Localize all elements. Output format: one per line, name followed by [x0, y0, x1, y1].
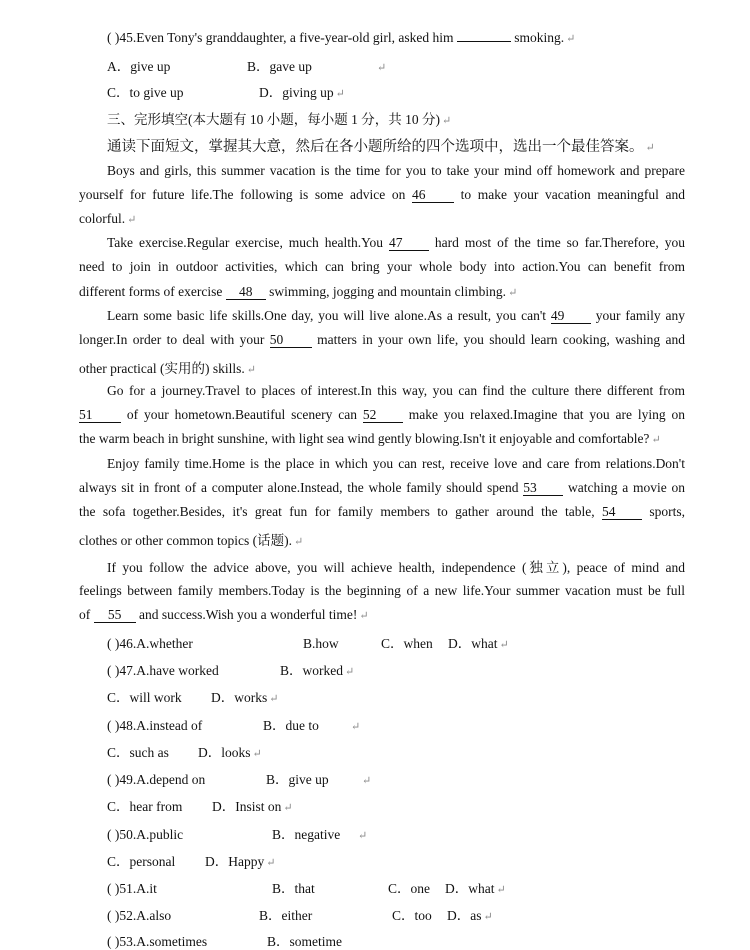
text: watching a movie on	[568, 480, 686, 495]
return-mark-icon: ↵	[252, 748, 262, 760]
text: to make your vacation meaningful and	[460, 187, 686, 202]
blank-52: 52	[363, 408, 403, 423]
text: of your hometown.Beautiful scenery can	[126, 407, 357, 422]
return-mark-icon: ↵	[377, 62, 387, 74]
text: hard most of the time so far.Therefore, you	[434, 235, 685, 250]
q46-option-c: C．when	[381, 636, 433, 651]
q48-option-d: D．looks	[198, 745, 251, 760]
q52-option-b: B．either	[259, 908, 313, 923]
q45-option-d: D．giving up	[259, 85, 334, 100]
question-51	[107, 877, 506, 897]
text: colorful.	[79, 211, 126, 226]
question-48-row2	[107, 741, 262, 761]
return-mark-icon: ↵	[499, 639, 509, 651]
question-45	[107, 30, 575, 46]
question-50-row1	[107, 823, 367, 843]
passage-p1-line1	[107, 163, 685, 179]
question-52	[107, 904, 493, 924]
blank-46: 46	[412, 188, 454, 203]
text: other practical (实用的) skills.	[79, 361, 245, 376]
q52-option-c: C．too	[392, 908, 432, 923]
q45-stem: ( )45.Even Tony's granddaughter, a five-year-old girl, asked him	[107, 30, 457, 45]
question-49-row2	[107, 795, 293, 815]
passage-p3-line2	[79, 332, 685, 348]
text: always sit in front of a computer alone.Instead, the whole family should spend	[79, 480, 519, 495]
q52-option-d: D．as	[447, 908, 482, 923]
return-mark-icon: ↵	[483, 911, 493, 923]
text: different forms of exercise	[79, 284, 223, 299]
text: yourself for future life.The following is some advice on	[79, 187, 406, 202]
passage-p2-line3	[79, 284, 685, 300]
passage-p2-line2	[79, 259, 685, 275]
passage-p1-line3	[79, 211, 685, 227]
text: longer.In order to deal with your	[79, 332, 265, 347]
section-heading	[107, 108, 451, 128]
question-46	[107, 632, 509, 652]
passage-p2-line1	[107, 235, 685, 251]
passage-p3-line3	[79, 357, 685, 377]
return-mark-icon: ↵	[266, 857, 276, 869]
blank-50: 50	[270, 333, 312, 348]
return-mark-icon: ↵	[293, 536, 304, 548]
passage-p3-line1	[107, 308, 685, 324]
return-mark-icon: ↵	[269, 693, 279, 705]
q50-option-b: B．negative	[272, 827, 341, 842]
text: Go for a journey.Travel to places of interest.In this way, you can find the culture there different from	[107, 383, 685, 398]
q45-options-row2	[107, 81, 345, 101]
text: Boys and girls, this summer vacation is the time for you to take your mind off homework and prepare	[107, 163, 685, 178]
q46-option-b: B.how	[303, 636, 339, 651]
return-mark-icon: ↵	[508, 287, 518, 299]
text: Take exercise.Regular exercise, much health.You	[107, 235, 384, 250]
question-47-row2	[107, 686, 278, 706]
return-mark-icon: ↵	[351, 721, 361, 733]
blank-51: 51	[79, 408, 121, 423]
q49-option-b: B．give up	[266, 772, 329, 787]
return-mark-icon: ↵	[496, 884, 506, 896]
blank-47: 47	[389, 236, 429, 251]
text: clothes or other common topics (话题).	[79, 533, 292, 548]
return-mark-icon: ↵	[358, 830, 368, 842]
blank-48: 48	[226, 285, 266, 300]
blank-54: 54	[602, 505, 642, 520]
text: matters in your own life, you should learn cooking, washing and	[317, 332, 686, 347]
text: your family any	[595, 308, 686, 323]
passage-p6-line1	[107, 556, 685, 576]
blank-49: 49	[551, 309, 591, 324]
text: make you relaxed.Imagine that you are lying on	[408, 407, 686, 422]
passage-p5-line4	[79, 529, 685, 549]
passage-p5-line2	[79, 480, 685, 496]
text: need to join in outdoor activities, which can bring your whole body into action.You can benefit from	[79, 259, 685, 274]
text: and success.Wish you a wonderful time!	[139, 607, 358, 622]
section-instruction	[107, 135, 655, 156]
return-mark-icon: ↵	[359, 610, 369, 622]
q50-option-c: C．personal	[107, 854, 176, 869]
q46-option-d: D．what	[448, 636, 498, 651]
q51-option-d: D．what	[445, 881, 495, 896]
question-49-row1	[107, 768, 371, 788]
q51-option-a: ( )51.A.it	[107, 881, 157, 896]
text: of	[79, 607, 91, 622]
return-mark-icon: ↵	[645, 142, 655, 154]
q45-option-c: C．to give up	[107, 85, 184, 100]
return-mark-icon: ↵	[283, 802, 293, 814]
passage-p4-line2	[79, 407, 685, 423]
q50-option-d: D．Happy	[205, 854, 265, 869]
return-mark-icon: ↵	[362, 775, 372, 787]
return-mark-icon: ↵	[345, 666, 355, 678]
section-instruction-text: 通读下面短文，掌握其大意，然后在各小题所给的四个选项中，选出一个最佳答案。	[107, 139, 644, 155]
q53-option-a: ( )53.A.sometimes	[107, 934, 208, 949]
q45-blank	[457, 41, 511, 42]
return-mark-icon: ↵	[335, 88, 345, 100]
section-heading-text: 三、完形填空(本大题有 10 小题，每小题 1 分，共 10 分)	[107, 112, 440, 127]
q53-option-b: B．sometime	[267, 934, 342, 949]
q45-stem-end: smoking.	[510, 30, 565, 45]
q45-options-row1	[107, 55, 386, 75]
q48-option-a: ( )48.A.instead of	[107, 718, 203, 733]
passage-p5-line1	[107, 456, 685, 472]
passage-p6-line2	[79, 583, 685, 599]
text: swimming, jogging and mountain climbing.	[269, 284, 507, 299]
q47-option-b: B．worked	[280, 663, 343, 678]
text: the warm beach in bright sunshine, with light sea wind gently blowing.Isn't it enjoyable and comfortable?	[79, 431, 650, 446]
passage-p4-line3	[79, 431, 685, 447]
q50-option-a: ( )50.A.public	[107, 827, 184, 842]
text: Learn some basic life skills.One day, you will live alone.As a result, you can't	[107, 308, 547, 323]
text: the sofa together.Besides, it's great fun for family members to gather around the table,	[79, 504, 595, 519]
text: feelings between family members.Today is the beginning of a new life.Your summer vacation must be full	[79, 583, 685, 598]
blank-53: 53	[523, 481, 563, 496]
q48-option-b: B．due to	[263, 718, 319, 733]
question-48-row1	[107, 714, 360, 734]
q46-option-a: ( )46.A.whether	[107, 636, 193, 651]
passage-p6-line3	[79, 607, 685, 623]
return-mark-icon: ↵	[442, 115, 452, 127]
q49-option-c: C．hear from	[107, 799, 183, 814]
q47-option-a: ( )47.A.have worked	[107, 663, 219, 678]
passage-p5-line3	[79, 504, 685, 520]
q47-option-c: C．will work	[107, 690, 182, 705]
q49-option-a: ( )49.A.depend on	[107, 772, 206, 787]
passage-p1-line2	[79, 187, 685, 203]
q49-option-d: D．Insist on	[212, 799, 282, 814]
q47-option-d: D．works	[211, 690, 268, 705]
text: If you follow the advice above, you will achieve health, independence (独立), peace of mind and	[107, 560, 685, 575]
q45-option-b: B．gave up	[247, 59, 312, 74]
question-47-row1	[107, 659, 354, 679]
return-mark-icon: ↵	[566, 33, 576, 45]
text: sports,	[649, 504, 686, 519]
blank-55: 55	[94, 608, 136, 623]
return-mark-icon: ↵	[651, 434, 661, 446]
q45-option-a: A．give up	[107, 59, 171, 74]
text: Enjoy family time.Home is the place in which you can rest, receive love and care from relations.Don't	[107, 456, 685, 471]
passage-p4-line1	[107, 383, 685, 399]
question-50-row2	[107, 850, 275, 870]
q48-option-c: C．such as	[107, 745, 169, 760]
q51-option-b: B．that	[272, 881, 315, 896]
return-mark-icon: ↵	[127, 214, 137, 226]
q52-option-a: ( )52.A.also	[107, 908, 172, 923]
question-53-partial	[107, 930, 342, 950]
return-mark-icon: ↵	[246, 364, 256, 376]
q51-option-c: C．one	[388, 881, 430, 896]
